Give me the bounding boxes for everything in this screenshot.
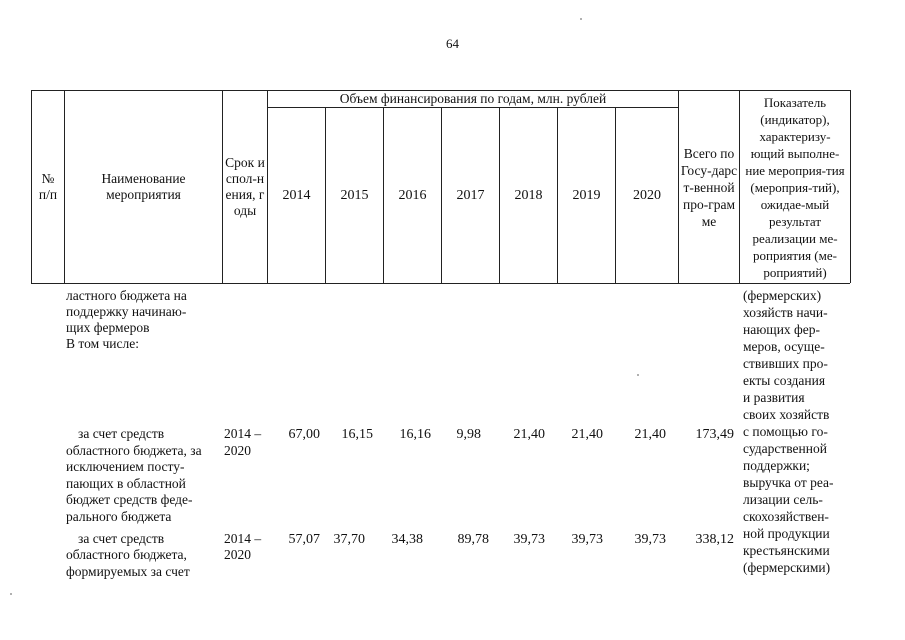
row-name-line: исключением посту- [66, 459, 185, 474]
header-year-2016: 2016 [398, 187, 427, 203]
intro-line: поддержку начинаю- [66, 304, 187, 319]
scan-speck [580, 18, 582, 20]
value-2019: 39,73 [571, 532, 603, 547]
indicator-line: скохозяйствен- [743, 509, 829, 524]
indicator-line: и развития [743, 390, 805, 405]
row-term-line: 2014 – [224, 426, 262, 441]
indicator-line: (фермерскими) [743, 560, 831, 575]
value-total: 338,12 [695, 532, 734, 547]
header-col-term: Срок испол-нения, годы [225, 155, 265, 218]
row-name-line: рального бюджета [66, 509, 172, 524]
value-2020: 21,40 [634, 427, 666, 442]
scan-speck [637, 374, 639, 376]
value-2017: 9,98 [456, 427, 481, 442]
header-col-indicator: Показатель (индикатор), характеризу-ющий выполне-ние мероприя-тия (мероприя-тий), ожидае-мый результат реализации ме-роприятия (ме-роприятий) [745, 94, 845, 280]
value-2018: 21,40 [513, 427, 545, 442]
header-col-number: № п/п [38, 171, 58, 202]
row-term-line: 2020 [224, 443, 251, 458]
indicator-line: сударственной [743, 441, 827, 456]
intro-line: ластного бюджета на [66, 288, 187, 303]
row-name-line: областного бюджета, за [66, 443, 202, 458]
intro-line: В том числе: [66, 336, 139, 351]
value-2015: 37,70 [333, 532, 365, 547]
header-col-name: Наименование мероприятия [101, 171, 186, 202]
indicator-line: нающих фер- [743, 322, 821, 337]
value-2017: 89,78 [457, 532, 489, 547]
header-year-2019: 2019 [572, 187, 601, 203]
value-2014: 67,00 [288, 427, 320, 442]
row-name-line: пающих в областной [66, 476, 186, 491]
header-year-2017: 2017 [456, 187, 485, 203]
page-number: 64 [446, 36, 459, 51]
row-name-line: бюджет средств феде- [66, 492, 193, 507]
value-2019: 21,40 [571, 427, 603, 442]
header-year-2014: 2014 [282, 187, 311, 203]
header-year-2020: 2020 [633, 187, 661, 203]
indicator-line: поддержки; [743, 458, 810, 473]
value-2016: 34,38 [391, 532, 423, 547]
scan-speck [10, 593, 12, 595]
value-2018: 39,73 [513, 532, 545, 547]
header-financing-group: Объем финансирования по годам, млн. рублей [339, 91, 607, 106]
indicator-line: (фермерских) [743, 288, 822, 303]
header-year-2018: 2018 [514, 187, 543, 203]
row-name-line: за счет средств [78, 531, 165, 546]
indicator-line: ной продукции [743, 526, 830, 541]
header-col-total: Всего по Госу-дарст-венной про-грамме [680, 145, 738, 229]
indicator-line: крестьянскими [743, 543, 830, 558]
value-total: 173,49 [695, 427, 734, 442]
indicator-line: ствивших про- [743, 356, 828, 371]
indicator-line: лизации сель- [743, 492, 823, 507]
header-year-2015: 2015 [340, 187, 369, 203]
indicator-line: выручка от реа- [743, 475, 834, 490]
row-term-line: 2020 [224, 547, 251, 562]
value-2016: 16,16 [399, 427, 431, 442]
indicator-line: хозяйств начи- [743, 305, 828, 320]
value-2015: 16,15 [341, 427, 373, 442]
intro-line: щих фермеров [66, 320, 150, 335]
indicator-line: меров, осуще- [743, 339, 825, 354]
row-name-line: формируемых за счет [66, 564, 190, 579]
indicator-line: екты создания [743, 373, 826, 388]
value-2020: 39,73 [634, 532, 666, 547]
row-name-line: областного бюджета, [66, 547, 187, 562]
row-name-line: за счет средств [78, 426, 165, 441]
value-2014: 57,07 [288, 532, 320, 547]
indicator-line: с помощью го- [743, 424, 828, 439]
row-term-line: 2014 – [224, 531, 262, 546]
indicator-line: своих хозяйств [743, 407, 830, 422]
